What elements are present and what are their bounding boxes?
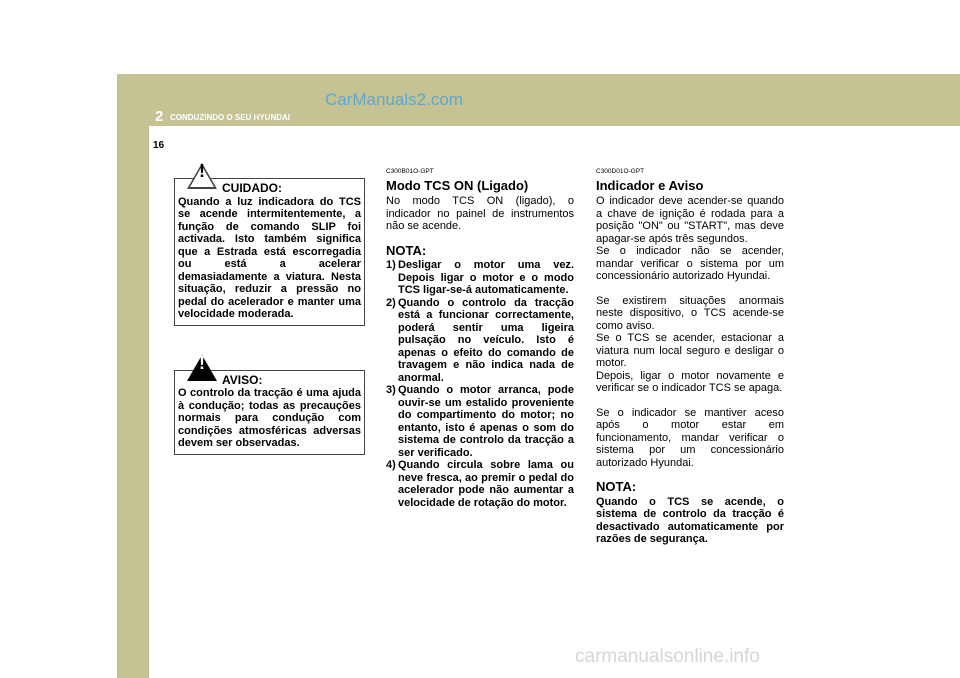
- watermark-bottom[interactable]: carmanualsonline.info: [575, 646, 760, 667]
- paragraph: Depois, ligar o motor novamente e verificar se o indicador TCS se apaga.: [596, 369, 784, 394]
- list-item: 3) Quando o motor arranca, pode ouvir-se um estalido proveniente do compartimento do motor; no entanto, isto é apenas o som do sistema de controlo da tracção a ser verificado.: [386, 384, 574, 459]
- warning-body: O controlo da tracção é uma ajuda à condução; todas as precauções normais para condução com condições atmosféricas adversas devem ser observadas.: [178, 387, 361, 449]
- chapter-number: 2: [155, 108, 164, 125]
- paragraph: Se o indicador não se acender, mandar verificar o sistema por um concessionário autorizado Hyundai.: [596, 245, 784, 282]
- list-item: 2) Quando o controlo da tracção está a funcionar correctamente, poderá sentir uma ligeira pulsação no veículo. Isto é apenas o efeito do comando de travagem e não indica nada de anormal.: [386, 296, 574, 384]
- caution-heading: CUIDADO:: [222, 181, 282, 195]
- nota-heading: NOTA:: [596, 479, 637, 494]
- section-title: Indicador e Aviso: [596, 177, 704, 193]
- caution-box: [174, 161, 365, 326]
- watermark-top[interactable]: CarManuals2.com: [325, 90, 463, 109]
- nota-heading: NOTA:: [386, 242, 427, 258]
- paragraph: O indicador deve acender-se quando a chave de ignição é rodada para a posição "ON" ou "START", mas deve apagar-se após três segundos.: [596, 195, 784, 245]
- page-number: 16: [153, 140, 165, 151]
- left-column: [174, 161, 365, 455]
- exclamation-mark: !: [199, 161, 205, 181]
- warning-heading: AVISO:: [222, 372, 263, 387]
- paragraph: Se existirem situações anormais neste dispositivo, o TCS acende-se como aviso.: [596, 294, 784, 332]
- page-number-area: [149, 126, 960, 146]
- nota-list: [386, 259, 574, 509]
- paragraph: Se o indicador se mantiver aceso após o motor estar em funcionamento, mandar verificar o sistema por um concessionário autorizado Hyundai.: [596, 406, 784, 469]
- exclamation-mark: !: [199, 352, 205, 373]
- right-column: [596, 166, 784, 546]
- section-title: Modo TCS ON (Ligado): [386, 177, 529, 193]
- middle-column: [386, 166, 574, 509]
- section-code: C300D01O-GPT: [596, 168, 645, 175]
- warning-box: [174, 352, 365, 455]
- section-code: C300B01O-GPT: [386, 168, 434, 175]
- chapter-title: CONDUZINDO O SEU HYUNDAI: [170, 113, 291, 122]
- list-item: 1) Desligar o motor uma vez. Depois ligar o motor e o modo TCS ligar-se-á automaticamente.: [386, 259, 574, 296]
- list-item: 4) Quando circula sobre lama ou neve fresca, ao premir o pedal do acelerador pode não aumentar a velocidade de rotação do motor.: [386, 459, 574, 509]
- nota-body: Quando o TCS se acende, o sistema de controlo da tracção é desactivado automaticamente por razões de segurança.: [596, 495, 784, 545]
- caution-body: Quando a luz indicadora do TCS se acende intermitentemente, a função de comando SLIP foi activada. Isto também significa que a Estrada está escorregadia ou está a acelerar demasiadamente a viatura. Nesta situação, reduzir a pressão no pedal do acelerador e manter uma velocidade moderada.: [178, 195, 361, 320]
- paragraph: Se o TCS se acender, estacionar a viatura num local seguro e desligar o motor.: [596, 332, 784, 369]
- section-intro: No modo TCS ON (ligado), o indicador no painel de instrumentos não se acende.: [386, 195, 574, 232]
- side-strip: [117, 126, 149, 678]
